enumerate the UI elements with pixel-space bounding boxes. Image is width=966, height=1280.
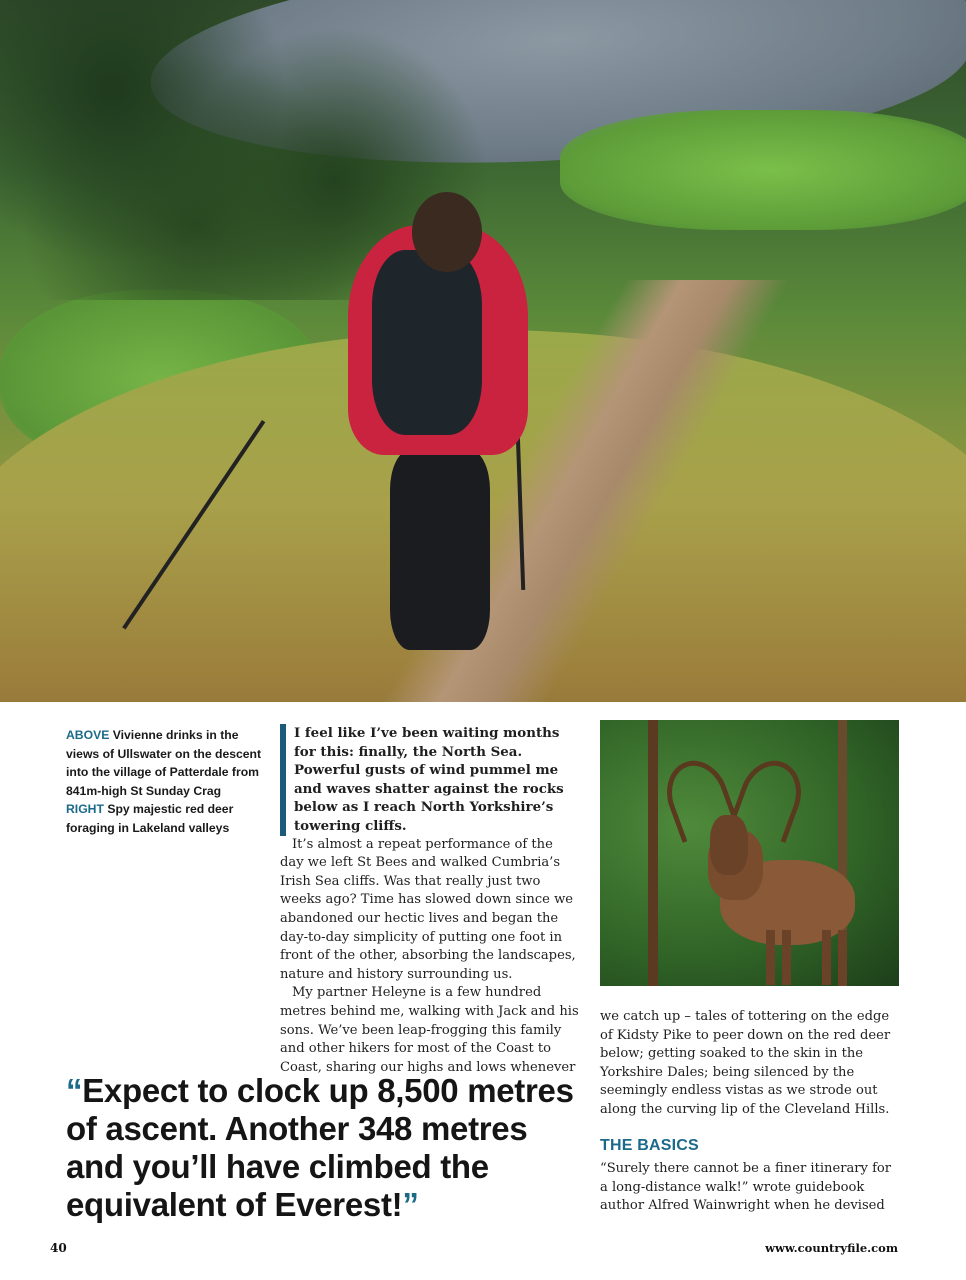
- article-paragraph: It’s almost a repeat performance of the day we left St Bees and walked Cumbria’s Irish Sea cliffs. Was that really just two weeks ago? Time has slowed down since we abandoned our hectic lives and began the day-to-day simplicity of putting one foot in front of the other, absorbing the landscapes, nature and history surrounding us.: [280, 836, 576, 982]
- article-column-middle: [280, 724, 580, 1077]
- article-column-right: [600, 1008, 900, 1120]
- hiker-backpack: [372, 250, 482, 435]
- caption-right-label: RIGHT: [66, 802, 104, 817]
- pull-quote-text: Expect to clock up 8,500 metres of ascent. Another 348 metres and you’ll have climbed the equivalent of Everest!: [66, 1072, 574, 1223]
- hiker-legs: [390, 450, 490, 650]
- stag-head: [710, 815, 748, 875]
- caption-right-text: Spy majestic red deer foraging in Lakeland valleys: [66, 802, 234, 835]
- website-url: www.countryfile.com: [765, 1241, 898, 1255]
- article-paragraph: My partner Heleyne is a few hundred metres behind me, walking with Jack and his sons. We’ve been leap-frogging this family and other hikers for most of the Coast to Coast, sharing our highs and lows whenever: [280, 985, 579, 1075]
- photo-captions: [66, 726, 271, 838]
- green-field: [560, 110, 966, 230]
- red-deer-photo: [600, 720, 899, 986]
- tree-trunk: [648, 720, 658, 986]
- stag-leg: [782, 930, 791, 985]
- stag-leg: [766, 930, 775, 985]
- caption-above-label: ABOVE: [66, 728, 110, 742]
- article-intro: I feel like I’ve been waiting months for this: finally, the North Sea. Powerful gusts of wind pummel me and waves shatter against the rocks below as I reach North Yorkshire’s towering cliffs.: [280, 724, 580, 836]
- basics-paragraph: “Surely there cannot be a finer itinerary for a long-distance walk!” wrote guidebook author Alfred Wainwright when he devised: [600, 1161, 892, 1214]
- page-number: 40: [50, 1241, 67, 1255]
- stag-leg: [822, 930, 831, 985]
- pull-quote: [66, 1072, 586, 1224]
- open-quote-mark: “: [66, 1072, 83, 1109]
- close-quote-mark: ”: [402, 1186, 419, 1223]
- article-paragraph: we catch up – tales of tottering on the edge of Kidsty Pike to peer down on the red deer below; getting soaked to the skin in the Yorkshire Dales; being silenced by the seemingly endless vistas as we strode out along the curving lip of the Cleveland Hills.: [600, 1009, 891, 1117]
- stag-leg: [838, 930, 847, 985]
- caption-above-text: Vivienne drinks in the views of Ullswater on the descent into the village of Patterdale from 841m-high St Sunday Crag: [66, 728, 262, 798]
- hiker-head: [412, 192, 482, 272]
- section-heading-basics: THE BASICS: [600, 1137, 699, 1154]
